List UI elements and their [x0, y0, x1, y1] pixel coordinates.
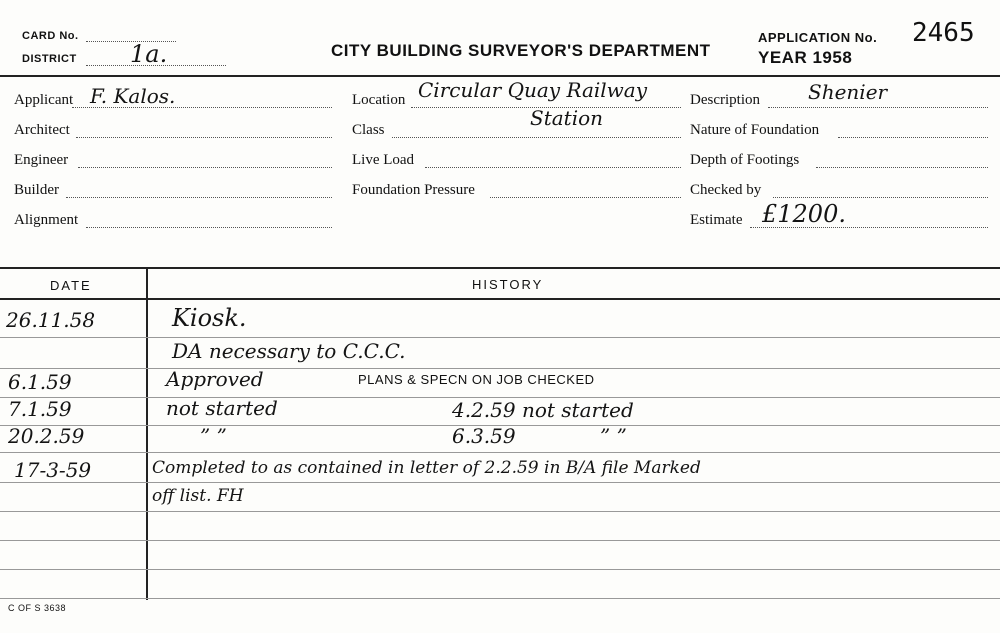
nature-of-foundation-label: Nature of Foundation [690, 122, 820, 138]
location-value-line2: Station [530, 106, 604, 130]
history-entry: Completed to as contained in letter of 2.2.59 in B/A file Marked [152, 458, 701, 478]
checked-by-label: Checked by [690, 182, 762, 198]
form-code: C OF S 3638 [8, 603, 67, 613]
history-column-header: HISTORY [472, 277, 544, 292]
live-load-line [425, 167, 681, 168]
district-label: DISTRICT [22, 53, 77, 65]
department-title: CITY BUILDING SURVEYOR'S DEPARTMENT [331, 41, 711, 60]
year-label: YEAR 1958 [758, 48, 853, 67]
architect-line [76, 137, 332, 138]
plans-checked-stamp: PLANS & SPECN ON JOB CHECKED [358, 372, 595, 387]
history-date: 20.2.59 [8, 424, 85, 448]
card-no-label: CARD No. [22, 30, 79, 42]
date-column-header: DATE [50, 278, 92, 293]
history-date: 17-3-59 [14, 458, 92, 482]
ruled-line [0, 452, 1000, 453]
architect-label: Architect [14, 122, 70, 138]
builder-line [66, 197, 332, 198]
history-header-border [0, 298, 1000, 300]
nature-of-foundation-line [838, 137, 988, 138]
engineer-label: Engineer [14, 152, 69, 168]
engineer-line [78, 167, 332, 168]
history-entry: DA necessary to C.C.C. [172, 339, 406, 363]
description-value: Shenier [808, 80, 888, 104]
history-date: 7.1.59 [8, 397, 72, 421]
ruled-line [0, 598, 1000, 599]
header-divider [0, 75, 1000, 77]
alignment-line [86, 227, 332, 228]
estimate-label: Estimate [690, 212, 743, 228]
description-label: Description [690, 92, 760, 108]
class-line [392, 137, 681, 138]
foundation-pressure-label: Foundation Pressure [352, 182, 475, 198]
ruled-line [0, 569, 1000, 570]
district-value: 1a. [130, 40, 168, 68]
application-number: 2465 [912, 18, 975, 48]
history-date: 26.11.58 [6, 308, 96, 332]
estimate-value: £1200. [762, 200, 846, 228]
history-date: 6.1.59 [8, 370, 72, 394]
applicant-value: F. Kalos. [90, 84, 176, 108]
description-line [768, 107, 988, 108]
location-label: Location [352, 92, 406, 108]
history-top-border [0, 267, 1000, 269]
builder-label: Builder [14, 182, 59, 198]
date-column-divider [146, 268, 148, 600]
history-entry-extra: 4.2.59 not started [452, 398, 634, 422]
ruled-line [0, 337, 1000, 338]
history-entry: Kiosk. [172, 304, 247, 332]
foundation-pressure-line [490, 197, 681, 198]
history-entry: Approved [166, 367, 264, 391]
depth-of-footings-line [816, 167, 988, 168]
ruled-line [0, 482, 1000, 483]
live-load-label: Live Load [352, 152, 415, 168]
depth-of-footings-label: Depth of Footings [690, 152, 800, 168]
history-entry: off list. FH [152, 486, 244, 506]
application-no-label: APPLICATION No. [758, 30, 878, 45]
history-entry-extra: 6.3.59 [452, 424, 516, 448]
ruled-line [0, 540, 1000, 541]
checked-by-line [773, 197, 988, 198]
history-entry-extra-marks: ” ” [600, 424, 627, 448]
history-entry: not started [166, 396, 278, 420]
ruled-line [0, 368, 1000, 369]
ruled-line [0, 511, 1000, 512]
history-entry: ” ” [200, 424, 227, 448]
location-value: Circular Quay Railway [418, 78, 648, 102]
class-label: Class [352, 122, 385, 138]
alignment-label: Alignment [14, 212, 79, 228]
applicant-label: Applicant [14, 92, 74, 108]
